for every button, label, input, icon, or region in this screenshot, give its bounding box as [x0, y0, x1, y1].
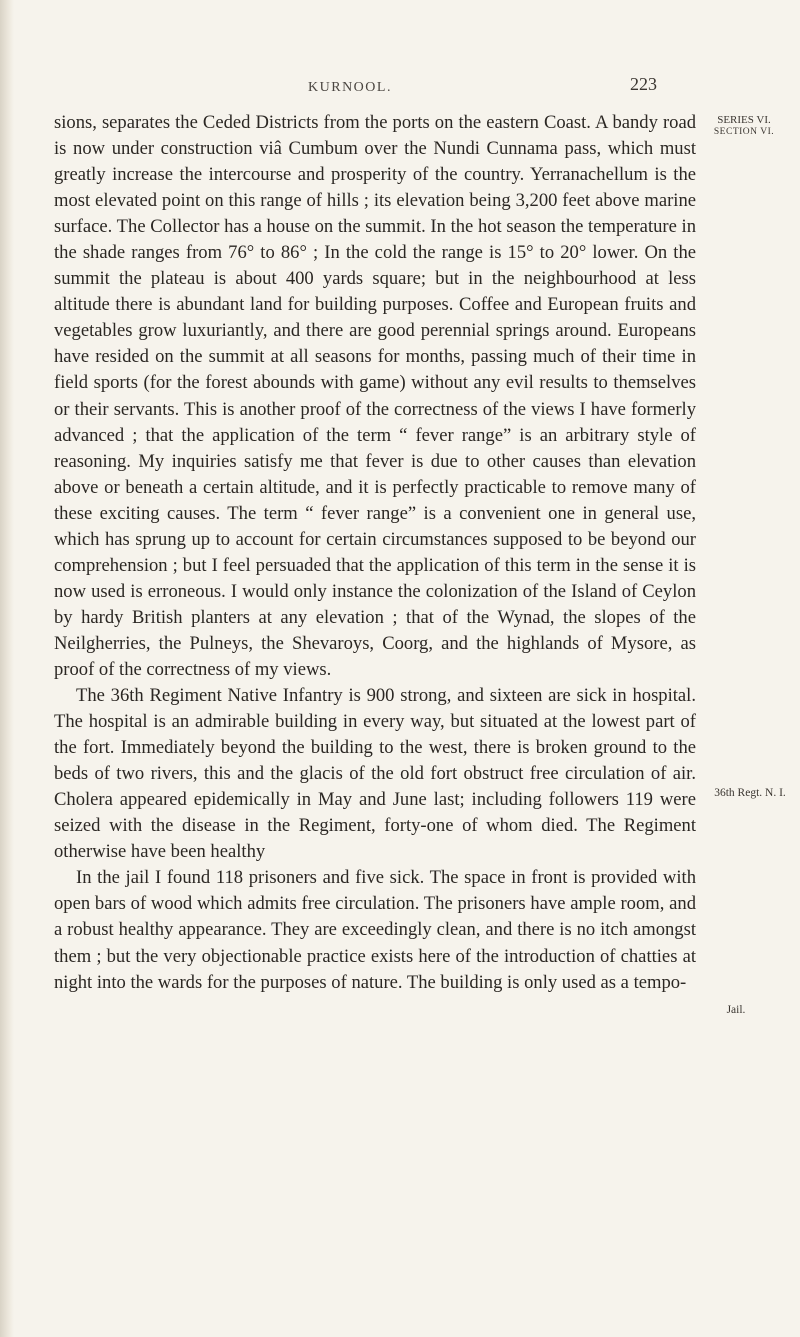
body-text — [54, 110, 696, 996]
paragraph-regiment: The 36th Regiment Native Infantry is 900 strong, and sixteen are sick in hospital. The hospital is an admirable building in every way, but situated at the lowest part of the fort. Immediately beyond the building to the west, there is broken ground to the beds of two rivers, this and the glacis of the old fort obstruct free circulation of air. Cholera appeared epidemically in May and June last; including followers 119 were seized with the disease in the Regiment, forty-one of whom died. The Regiment otherwise have been healthy — [54, 685, 696, 863]
running-head: KURNOOL. — [308, 80, 392, 95]
margin-note-jail: Jail. — [726, 1004, 746, 1016]
series-label: SERIES VI. — [717, 114, 771, 126]
page-number: 223 — [630, 74, 657, 94]
paragraph-fever-range: sions, separates the Ceded Districts from the ports on the eastern Coast. A bandy road is now under construction viâ Cumbum over the Nundi Cunnama pass, which must greatly increase the intercourse and prosperity of the country. Yerranachellum is the most elevated point on this range of hills ; its elevation being 3,200 feet above marine surface. The Collector has a house on the summit. In the hot season the temperature in the shade ranges from 76° to 86° ; In the cold the range is 15° to 20° lower. On the summit the plateau is about 400 yards square; but in the neighbourhood at less altitude there is abundant land for building purposes. Coffee and European fruits and vegetables grow luxuriantly, and there are good perennial springs around. Europeans have resided on the summit at all seasons for months, passing much of their time in field sports (for the forest abounds with game) without any evil results to themselves or their servants. This is another proof of the correctness of the views I have formerly advanced ; that the application of the term “ fever range” is an arbitrary style of reasoning. My inquiries satisfy me that fever is due to other causes than elevation above or beneath a certain altitude, and it is perfectly practicable to remove many of these exciting causes. The term “ fever range” is a convenient one in general use, which has sprung up to account for certain circumstances supposed to be beyond our comprehension ; but I feel persuaded that the application of this term in the sense it is now used is erroneous. I would only instance the colonization of the Island of Ceylon by hardy British planters at any elevation ; that of the Wynad, the slopes of the Neilgherries, the Pulneys, the Shevaroys, Coorg, and the highlands of Mysore, as proof of the correctness of my views. — [54, 112, 696, 680]
page-edge-shadow — [0, 0, 14, 1337]
margin-note-regiment: 36th Regt. N. I. — [714, 787, 786, 799]
section-label: SECTION VI. — [713, 127, 775, 137]
margin-note-series — [706, 114, 782, 138]
paragraph-jail: In the jail I found 118 prisoners and five sick. The space in front is provided with open bars of wood which admits free circulation. The prisoners have ample room, and a robust healthy appearance. They are exceedingly clean, and there is no itch amongst them ; but the very objectionable practice exists here of the introduction of chatties at night into the wards for the purposes of nature. The building is only used as a tempo- — [54, 867, 696, 993]
